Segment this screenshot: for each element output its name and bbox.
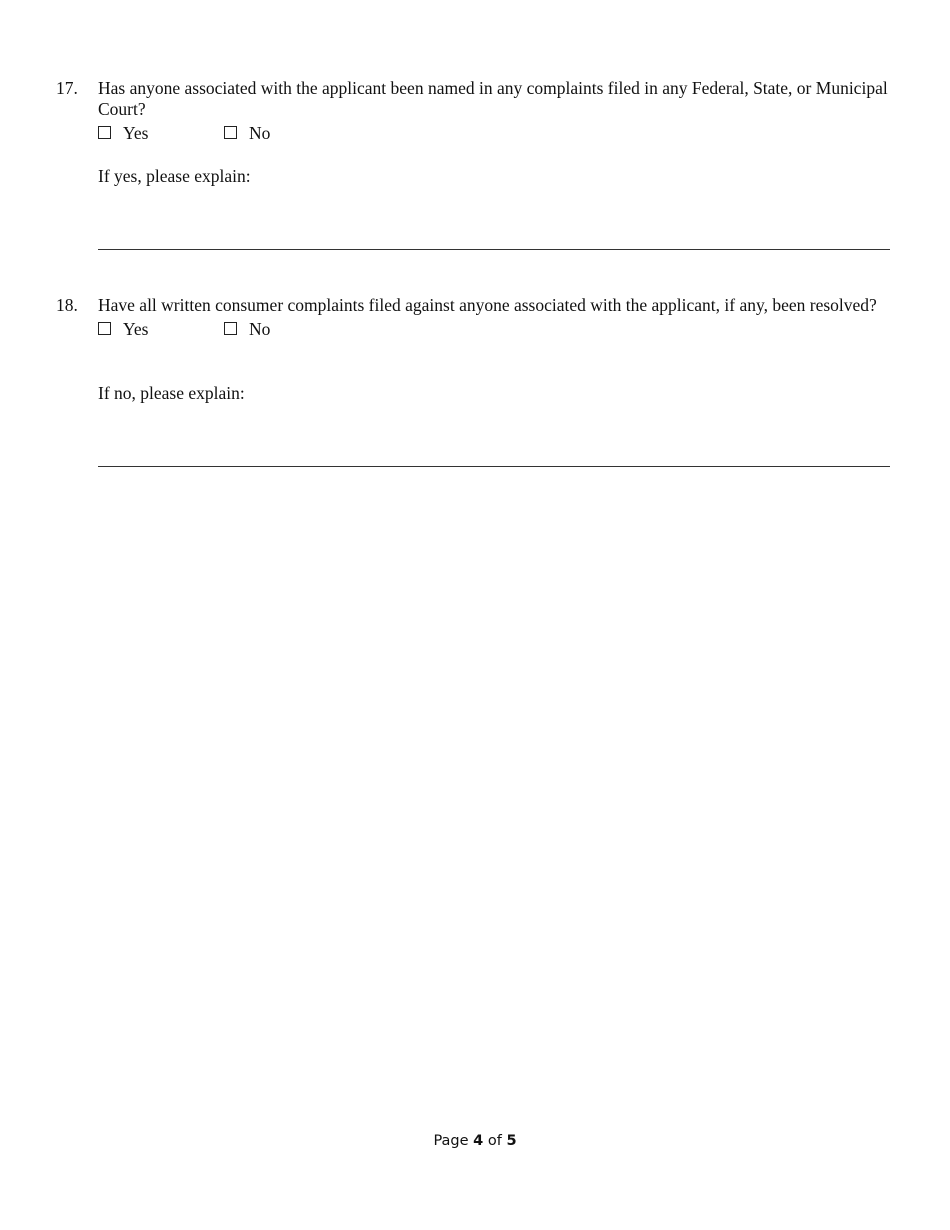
question-body	[98, 78, 890, 186]
question-body	[98, 295, 890, 403]
explanation-answer-line[interactable]	[98, 249, 890, 250]
checkbox-no[interactable]	[224, 322, 237, 335]
question-text: Has anyone associated with the applicant been named in any complaints filed in any Federal, State, or Municipal Court?	[98, 78, 888, 119]
checkbox-yes[interactable]	[98, 126, 111, 139]
checkbox-no[interactable]	[224, 126, 237, 139]
yes-no-options	[98, 318, 890, 340]
option-no-label: No	[249, 123, 271, 143]
option-no-label: No	[249, 319, 271, 339]
option-yes-label: Yes	[123, 319, 149, 339]
option-yes-label: Yes	[123, 123, 149, 143]
yes-no-options	[98, 122, 890, 144]
explain-label: If yes, please explain:	[98, 166, 251, 186]
option-yes[interactable]	[98, 318, 148, 340]
question-number: 17.	[56, 78, 78, 98]
page-word: Page	[433, 1133, 469, 1149]
page-footer	[0, 1131, 950, 1151]
option-no[interactable]	[224, 122, 270, 144]
explanation-answer-line[interactable]	[98, 466, 890, 467]
total-pages-number: 5	[506, 1133, 517, 1149]
checkbox-yes[interactable]	[98, 322, 111, 335]
current-page-number: 4	[473, 1133, 484, 1149]
explain-label: If no, please explain:	[98, 383, 245, 403]
question-number: 18.	[56, 295, 78, 315]
option-yes[interactable]	[98, 122, 148, 144]
question-text: Have all written consumer complaints filed against anyone associated with the applicant, if any, been resolved?	[98, 295, 877, 315]
option-no[interactable]	[224, 318, 270, 340]
of-word: of	[487, 1133, 502, 1149]
